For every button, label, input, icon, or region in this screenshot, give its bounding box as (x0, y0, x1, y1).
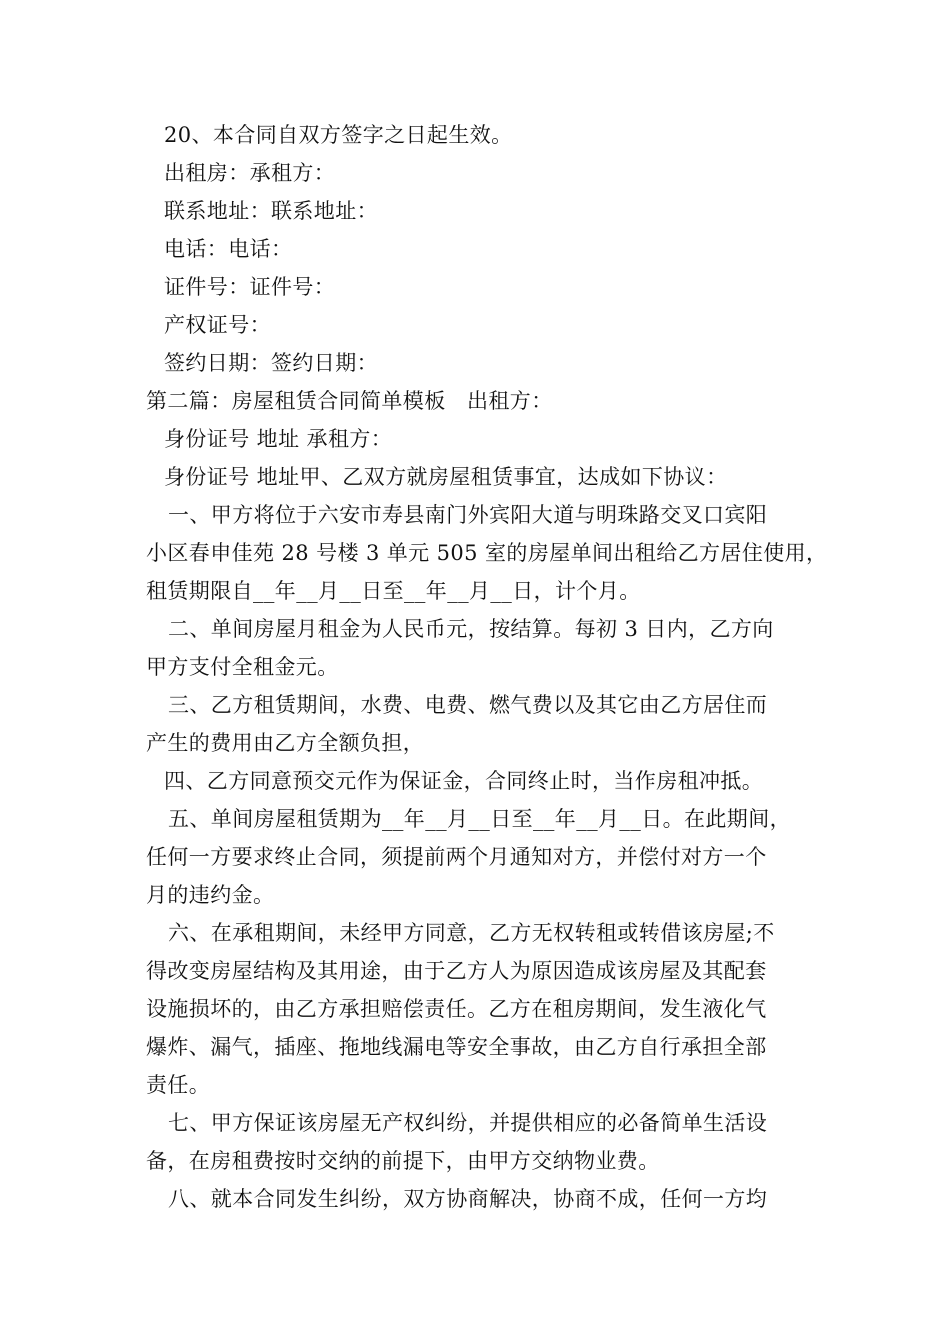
address-line: 联系地址：联系地址： (164, 199, 378, 223)
clause-6-line-1: 六、在承租期间，未经甲方同意，乙方无权转租或转借该房屋;不 (168, 921, 775, 945)
clause-3-line-2: 产生的费用由乙方全额负担， (146, 731, 425, 755)
clause-1-line-3: 租赁期限自__年__月__日至__年__月__日，计个月。 (146, 579, 641, 603)
section-two-heading: 第二篇：房屋租赁合同简单模板 出租方： (146, 389, 553, 413)
clause-2-line-2: 甲方支付全租金元。 (146, 655, 339, 679)
clause-6-line-2: 得改变房屋结构及其用途，由于乙方人为原因造成该房屋及其配套 (146, 959, 767, 983)
clause-6-line-4: 爆炸、漏气，插座、拖地线漏电等安全事故，由乙方自行承担全部 (146, 1035, 767, 1059)
sign-date-line: 签约日期：签约日期： (164, 351, 378, 375)
phone-line: 电话：电话： (164, 237, 293, 261)
id-address-tenant-line: 身份证号 地址 承租方： (164, 427, 393, 451)
clause-7-line-1: 七、甲方保证该房屋无产权纠纷，并提供相应的必备简单生活设 (168, 1111, 768, 1135)
clause-1-line-2: 小区春申佳苑 28 号楼 3 单元 505 室的房屋单间出租给乙方居住使用， (146, 541, 828, 565)
clause-6-line-5: 责任。 (146, 1073, 211, 1097)
landlord-tenant-line: 出租房：承租方： (164, 161, 336, 185)
clause-5-line-3: 月的违约金。 (146, 883, 275, 907)
clause-20-line: 20、本合同自双方签字之日起生效。 (164, 123, 513, 147)
clause-6-line-3: 设施损坏的，由乙方承担赔偿责任。乙方在租房期间，发生液化气 (146, 997, 767, 1021)
clause-3-line-1: 三、乙方租赁期间，水费、电费、燃气费以及其它由乙方居住而 (168, 693, 768, 717)
clause-7-line-2: 备，在房租费按时交纳的前提下，由甲方交纳物业费。 (146, 1149, 660, 1173)
clause-8-line-1: 八、就本合同发生纠纷，双方协商解决，协商不成，任何一方均 (168, 1187, 768, 1211)
clause-4-line-1: 四、乙方同意预交元作为保证金，合同终止时，当作房租冲抵。 (164, 769, 764, 793)
clause-5-line-1: 五、单间房屋租赁期为__年__月__日至__年__月__日。在此期间， (168, 807, 791, 831)
clause-2-line-1: 二、单间房屋月租金为人民币元，按结算。每初 3 日内，乙方向 (168, 617, 774, 641)
clause-5-line-2: 任何一方要求终止合同，须提前两个月通知对方，并偿付对方一个 (146, 845, 767, 869)
property-cert-line: 产权证号： (164, 313, 271, 337)
agreement-intro-line: 身份证号 地址甲、乙双方就房屋租赁事宜，达成如下协议： (164, 465, 728, 489)
id-number-line: 证件号：证件号： (164, 275, 336, 299)
clause-1-line-1: 一、甲方将位于六安市寿县南门外宾阳大道与明珠路交叉口宾阳 (168, 503, 768, 527)
